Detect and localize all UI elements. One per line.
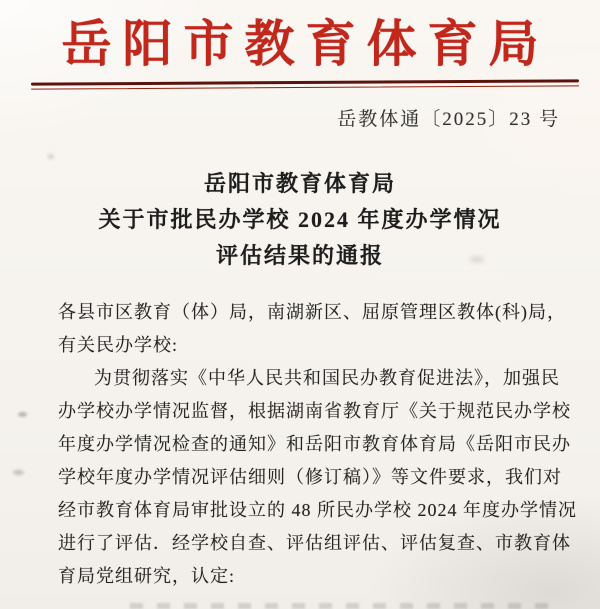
body-line: 经市教育体育局审批设立的 48 所民办学校 2024 年度办学情况	[58, 500, 577, 521]
body-line: 学校年度办学情况评估细则（修订稿）》等文件要求，我们对	[58, 467, 562, 488]
scan-smudge	[48, 154, 54, 159]
document-number: 岳教体通〔2025〕23 号	[337, 109, 560, 131]
document-title-line-2: 关于市批民办学校 2024 年度办学情况	[98, 207, 502, 233]
document-body	[0, 296, 600, 593]
body-line: 育局党组研究，认定:	[58, 566, 236, 587]
body-line: 办学校办学情况监督，根据湖南省教育厅《关于规范民办学校	[58, 401, 571, 422]
masthead-divider	[31, 79, 579, 90]
document-title	[0, 166, 600, 274]
agency-masthead: 岳阳市教育体育局	[61, 16, 550, 72]
next-line-cutoff-artifact	[130, 603, 555, 609]
salutation-line: 有关民办学校:	[58, 335, 179, 356]
document-title-line-1: 岳阳市教育体育局	[203, 171, 396, 197]
body-line: 年度办学情况检查的通知》和岳阳市教育体育局《岳阳市民办	[58, 434, 571, 455]
body-line: 为贯彻落实《中华人民共和国民办教育促进法》，加强民	[94, 368, 560, 389]
document-title-line-3: 评估结果的通报	[215, 243, 384, 269]
salutation-line: 各县市区教育（体）局，南湖新区、屈原管理区教体(科)局，	[58, 302, 566, 323]
body-line: 进行了评估．经学校自查、评估组评估、评估复查、市教育体	[58, 533, 571, 554]
